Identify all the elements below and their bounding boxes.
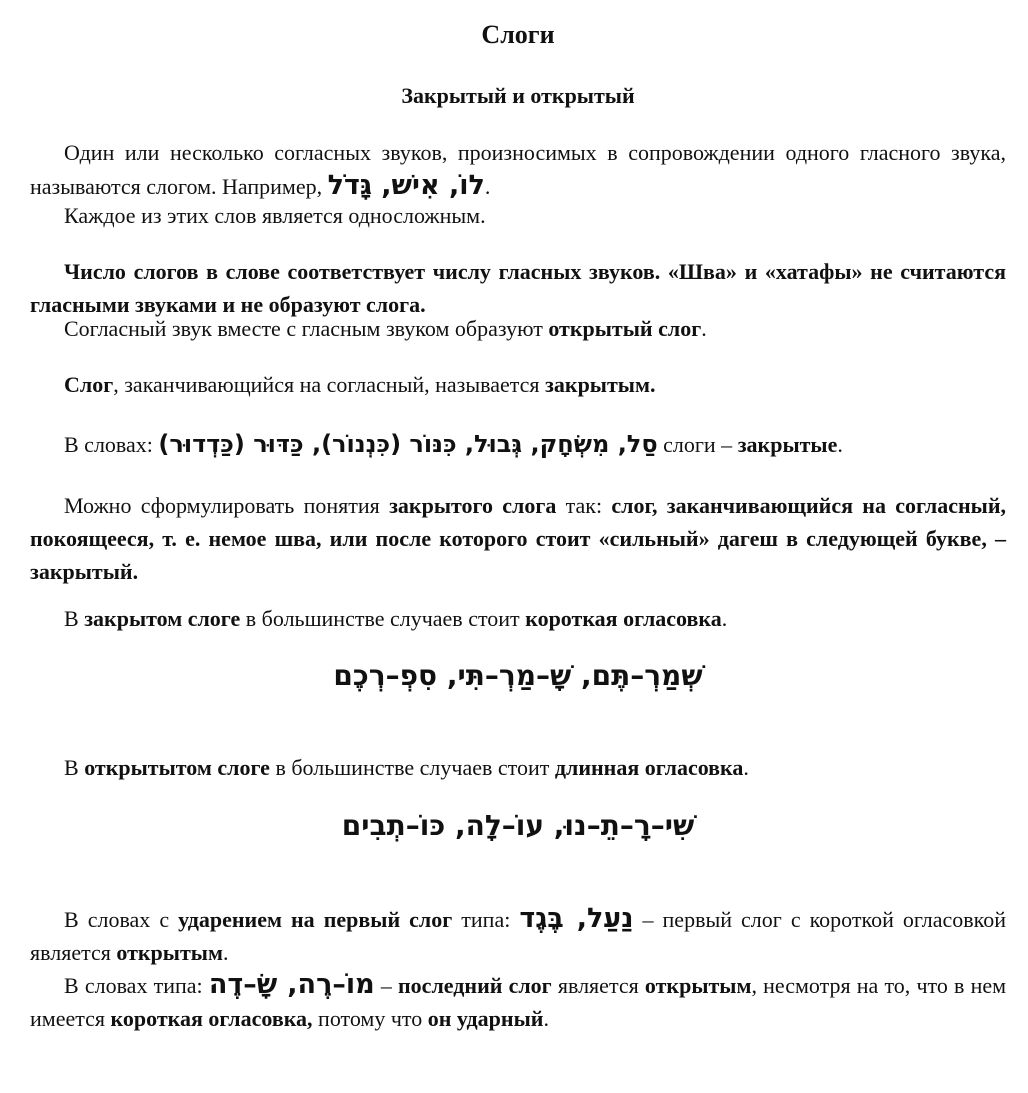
hebrew-example-closed-syllables: שְׁמַרְ–תֶּם, שָׁ–מַרְ–תִּי, סִפְ–רְכֶם	[333, 659, 703, 692]
paragraph-closed-examples: В словах: סַל, מִשְׂחָק, גְּבוּל, כִּנּוֹר (כִּנְנוֹר), כַּדּוּר (כַּדְדוּר) слоги – закрытые.	[64, 430, 843, 458]
paragraph-open-long-vowel: В открытытом слоге в большинстве случаев стоит длинная огласовка.	[64, 755, 749, 780]
paragraph-open-syllable: Согласный звук вместе с гласным звуком образуют открытый слог.	[64, 316, 707, 341]
paragraph-monosyllabic: Каждое из этих слов является односложным.	[64, 203, 486, 228]
paragraph-rule-syllable-count: Число слогов в слове соответствует числу гласных звуков. «Шва» и «хатафы» не считаются гласными звуками и не образуют слога.	[30, 259, 1006, 317]
paragraph-definition: Один или несколько согласных звуков, произносимых в сопровождении одного гласного звука, называются слогом. Например, לוֹ, אִישׁ, גָּדֹל.	[30, 140, 1006, 201]
page-title: Слоги	[481, 20, 555, 49]
paragraph-closed-short-vowel: В закрытом слоге в большинстве случаев стоит короткая огласовка.	[64, 606, 728, 631]
hebrew-example-closed: סַל, מִשְׂחָק, גְּבוּל, כִּנּוֹר (כִּנְנוֹר), כַּדּוּר (כַּדְדוּר)	[158, 430, 658, 458]
paragraph-closed-syllable: Слог, заканчивающийся на согласный, называется закрытым.	[64, 372, 656, 397]
hebrew-example-last-syllable: מוֹ–רֶה, שָׂ–דֶה	[208, 969, 375, 1000]
hebrew-example-stress: נַעַל, בֶּגֶד	[519, 903, 634, 934]
section-subtitle: Закрытый и открытый	[401, 83, 635, 108]
paragraph-last-syllable-open: В словах типа: מוֹ–רֶה, שָׂ–דֶה – последний слог является открытым, несмотря на то, что в нем имеется короткая огласовка, потому что он ударный.	[30, 969, 1007, 1031]
paragraph-first-syllable-stress: В словах с ударением на первый слог типа: נַעַל, בֶּגֶד – первый слог с короткой огласовкой является открытым.	[30, 903, 1007, 965]
paragraph-closed-definition: Можно сформулировать понятия закрытого слога так: слог, заканчивающийся на согласный, покоящееся, т. е. немое шва, или после которого стоит «сильный» дагеш в следующей букве, – закрытый.	[30, 493, 1006, 584]
hebrew-example-monosyllabic: לוֹ, אִישׁ, גָּדֹל	[327, 170, 485, 201]
hebrew-example-open-syllables: שִׁי–רָ–תֵ–נוּ, עוֹ–לָה, כּוֹ–תְבִים	[341, 809, 695, 842]
